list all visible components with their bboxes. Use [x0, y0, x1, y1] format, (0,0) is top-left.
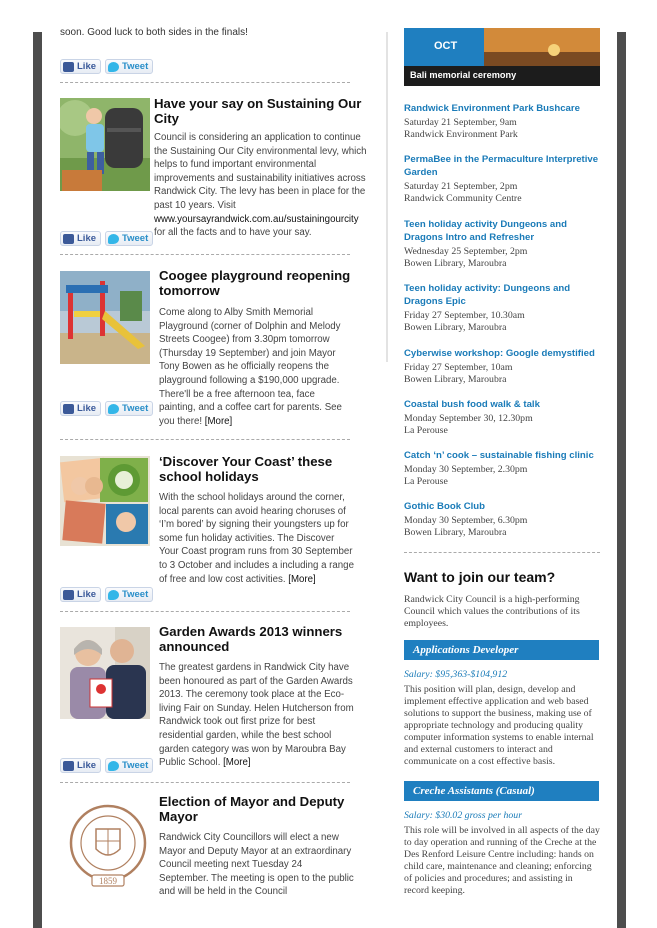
event-title[interactable]: Coastal bush food walk & talk: [404, 399, 540, 410]
event-place: La Perouse: [404, 425, 448, 436]
social-buttons: [60, 758, 153, 773]
banner-caption: Bali memorial ceremony: [410, 70, 517, 80]
news-item-body: [159, 624, 354, 770]
event-item: [404, 282, 604, 334]
event-item: [404, 153, 604, 205]
event-place: Bowen Library, Maroubra: [404, 322, 507, 333]
facebook-icon: [63, 234, 74, 244]
event-date: Saturday 21 September, 9am: [404, 117, 517, 128]
like-button[interactable]: Like: [60, 401, 101, 416]
right-border-rail: [617, 32, 626, 928]
event-banner[interactable]: [404, 28, 600, 86]
event-place: Randwick Environment Park: [404, 129, 518, 140]
join-heading: Want to join our team?: [404, 569, 556, 585]
like-button[interactable]: Like: [60, 758, 101, 773]
event-item: [404, 218, 604, 270]
separator: [404, 552, 600, 553]
twitter-bird-icon: [108, 590, 119, 600]
facebook-icon: [63, 590, 74, 600]
job-description: This role will be involved in all aspects of the day to day operation and running of the Creche at the Des Renford Leisure Centre including: hands on child care, maintenance and cleaning; enforcing of policies and procedures; and assisting in record keeping.: [404, 825, 600, 896]
event-place: Bowen Library, Maroubra: [404, 374, 507, 385]
event-title[interactable]: Cyberwise workshop: Google demystified: [404, 348, 595, 359]
separator: [60, 782, 350, 783]
news-text: Randwick City Councillors will elect a new Mayor and Deputy Mayor at an extraordinary Council meeting next Tuesday 24 September. The meeting is open to the public and will be held in the Council: [159, 832, 354, 898]
social-buttons: [60, 401, 153, 416]
column-divider: [386, 32, 388, 362]
lead-text: soon. Good luck to both sides in the finals!: [60, 27, 248, 38]
event-title[interactable]: PermaBee in the Permaculture Interpretive Garden: [404, 154, 599, 178]
news-text: Come along to Alby Smith Memorial Playground (corner of Dolphin and Melody Streets Coogee) from 3.30pm tomorrow (Thursday 19 September) and join Mayor Tony Bowen as he officially reopens the playground following a $190,000 upgrade. There'll be a free afternoon tea, face painting, and a coffee cart for parents. See you there! [More]: [159, 307, 342, 427]
news-title: Coogee playground reopening tomorrow: [159, 268, 351, 298]
tweet-button[interactable]: Tweet: [105, 587, 153, 602]
social-buttons: [60, 59, 153, 74]
event-place: Bowen Library, Maroubra: [404, 258, 507, 269]
event-date: Monday September 30, 12.30pm: [404, 413, 533, 424]
event-place: Randwick Community Centre: [404, 193, 522, 204]
social-buttons: [60, 587, 153, 602]
tweet-button[interactable]: Tweet: [105, 231, 153, 246]
news-text: With the school holidays around the corner, local parents can avoid hearing choruses of ‘I’m bored’ by signing their youngsters up for some fun holiday activities. The Discover Your Coast program runs from 30 September to 3 October and includes a including a range of free and low cost activities. [More]: [159, 492, 354, 585]
separator: [60, 254, 350, 255]
job-title-bar[interactable]: Creche Assistants (Casual): [404, 781, 599, 801]
event-title[interactable]: Randwick Environment Park Bushcare: [404, 103, 580, 114]
news-item-body: [154, 96, 368, 240]
event-date: Monday 30 September, 6.30pm: [404, 515, 528, 526]
playground-photo: [60, 271, 150, 364]
more-link[interactable]: [More]: [223, 757, 251, 769]
news-title: ‘Discover Your Coast’ these school holidays: [159, 454, 333, 484]
tweet-button[interactable]: Tweet: [105, 401, 153, 416]
twitter-bird-icon: [108, 234, 119, 244]
facebook-icon: [63, 404, 74, 414]
twitter-bird-icon: [108, 404, 119, 414]
job-title-bar[interactable]: Applications Developer: [404, 640, 599, 660]
job-description: This position will plan, design, develop and implement effective application and web based solutions to support the business, making use of appropriate technology and producing quality computer information systems to enable internal and external customers to interact and communicate on a cost effective basis.: [404, 684, 594, 767]
event-title[interactable]: Catch ‘n’ cook – sustainable fishing clinic: [404, 450, 594, 461]
like-button[interactable]: Like: [60, 587, 101, 602]
more-link[interactable]: [More]: [288, 573, 316, 585]
event-item: [404, 347, 604, 386]
news-link[interactable]: www.yoursayrandwick.com.au/sustainingourcity: [154, 213, 359, 225]
news-item-body: [159, 794, 354, 899]
banner-month: OCT: [434, 40, 458, 52]
news-item-body: [159, 268, 354, 428]
council-seal: [68, 799, 148, 889]
job-salary: Salary: $30.02 gross per hour: [404, 810, 523, 821]
event-item: [404, 398, 604, 437]
event-title[interactable]: Gothic Book Club: [404, 501, 486, 512]
event-date: Friday 27 September, 10.30am: [404, 310, 525, 321]
event-item: [404, 102, 604, 141]
event-item: [404, 449, 604, 488]
facebook-icon: [63, 761, 74, 771]
event-date: Friday 27 September, 10am: [404, 362, 513, 373]
tweet-button[interactable]: Tweet: [105, 59, 153, 74]
join-intro: Randwick City Council is a high-performing Council which values the contributions of its employees.: [404, 594, 580, 629]
news-text: Council is considering an application to continue the Sustaining Our City environmental levy, which helps to fund important environmental improvements and sustainability initiatives across Randwick City. The levy has been in place for the past 10 years. Visit www.yoursayrandwick.com.au/sustainingourcity for all the facts and to have your say.: [154, 132, 367, 239]
twitter-bird-icon: [108, 62, 119, 72]
tweet-button[interactable]: Tweet: [105, 758, 153, 773]
award-winners-photo: [60, 627, 150, 719]
social-buttons: [60, 231, 153, 246]
kids-collage-photo: [60, 456, 150, 546]
event-date: Saturday 21 September, 2pm: [404, 181, 518, 192]
event-place: La Perouse: [404, 476, 448, 487]
facebook-icon: [63, 62, 74, 72]
event-place: Bowen Library, Maroubra: [404, 527, 507, 538]
news-title: Have your say on Sustaining Our City: [154, 96, 362, 126]
separator: [60, 611, 350, 612]
child-watering-plant-photo: [60, 98, 150, 191]
left-border-rail: [33, 32, 42, 928]
job-salary: Salary: $95,363-$104,912: [404, 669, 508, 680]
event-date: Monday 30 September, 2.30pm: [404, 464, 528, 475]
event-title[interactable]: Teen holiday activity Dungeons and Dragons Intro and Refresher: [404, 219, 567, 243]
news-title: Election of Mayor and Deputy Mayor: [159, 794, 345, 824]
event-item: [404, 500, 604, 539]
event-date: Wednesday 25 September, 2pm: [404, 246, 528, 257]
like-button[interactable]: Like: [60, 59, 101, 74]
twitter-bird-icon: [108, 761, 119, 771]
more-link[interactable]: [More]: [204, 415, 233, 427]
separator: [60, 82, 350, 83]
svg-text:1859: 1859: [99, 876, 117, 886]
news-item-body: [159, 454, 354, 586]
like-button[interactable]: Like: [60, 231, 101, 246]
news-title: Garden Awards 2013 winners announced: [159, 624, 343, 654]
news-text: The greatest gardens in Randwick City have been honoured as part of the Garden Awards 2013. The ceremony took place at the Eco-living Fair on Sunday. Helen Hutcherson from Randwick took out first prize for best residential garden, while the best school garden category was won by Maroubra Bay Public School. [More]: [159, 662, 354, 769]
separator: [60, 439, 350, 440]
event-title[interactable]: Teen holiday activity: Dungeons and Dragons Epic: [404, 283, 571, 307]
